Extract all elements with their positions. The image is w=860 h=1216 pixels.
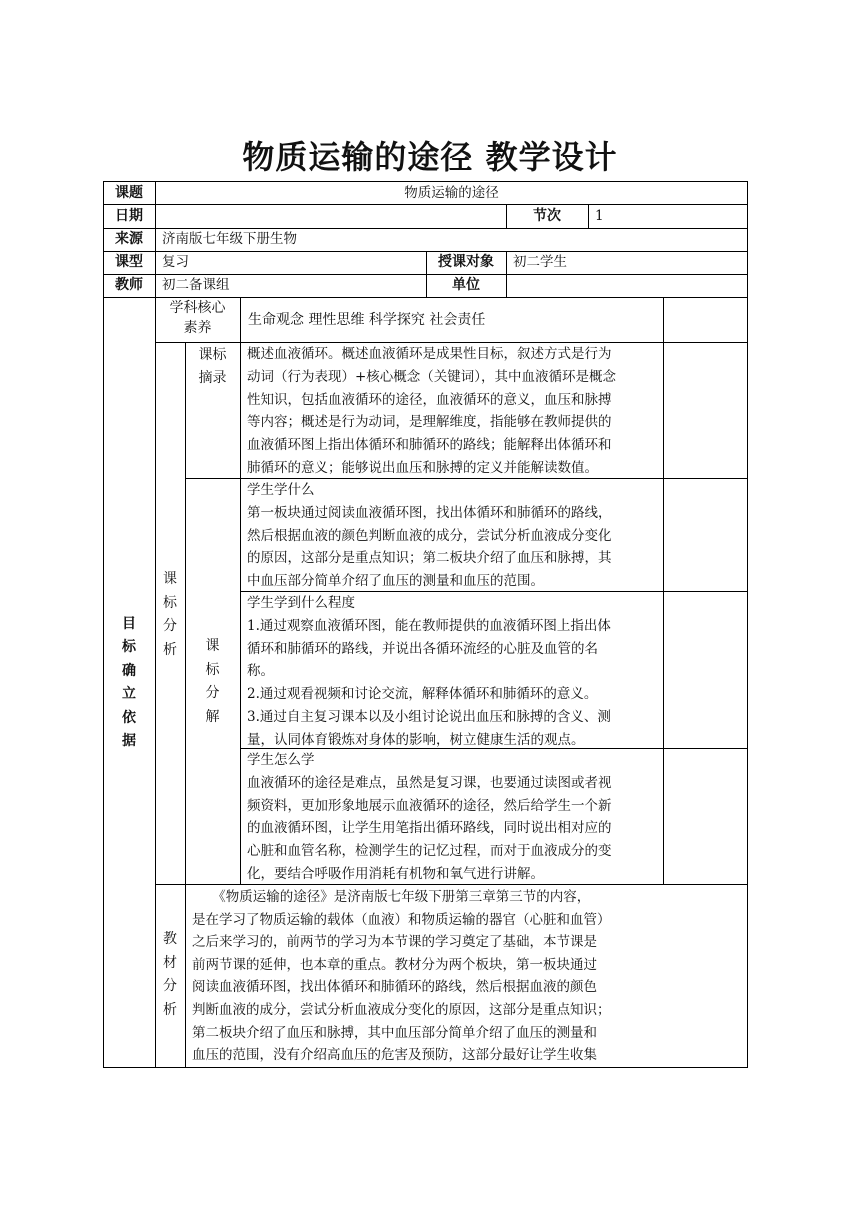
literacy-value: 生命观念 理性思维 科学探究 社会责任 — [248, 312, 486, 328]
excerpt-text: 概述血液循环。概述血液循环是成果性目标，叙述方式是行为 动词（行为表现）+核心概念（关键词），其中血液循环是概念 性知识，包括血液循环的途径，血液循环的意义，血压和脉搏 等内容；概述是行为动词，是理解维度，指能够在教师提供的 血液循环图上指出体循环和肺循环的路线；能解释出体循环和 肺循环的意义；能够说出血压和脉搏的定义并能解读数值。 — [247, 346, 617, 476]
standards-analysis-label: 课 标 分 析 — [163, 571, 177, 658]
divider — [240, 342, 241, 884]
topic-value: 物质运输的途径 — [404, 185, 499, 201]
topic-label: 课题 — [115, 185, 143, 201]
type-value: 复习 — [162, 254, 189, 270]
target-basis-label: 目 标 确 立 依 据 — [122, 616, 136, 750]
divider — [103, 204, 748, 205]
divider — [506, 251, 507, 297]
learn-degree-text: 学生学到什么程度 1.通过观察血液循环图，能在教师提供的血液循环图上指出体 循环和肺循环的路线，并说出各循环流经的心脏及血管的名 称。 2.通过观看视频和讨论交流，解释体循环和肺循环的意义。 3.通过自主复习课本以及小组讨论说出血压和脉搏的含义、测 量，认同体育锻炼对身体的影响，树立健康生活的观点。 — [247, 595, 611, 748]
divider — [240, 297, 241, 342]
audience-value: 初二学生 — [513, 254, 567, 270]
textbook-analysis-label: 教 材 分 析 — [163, 931, 177, 1018]
lesson-no-value: 1 — [595, 208, 604, 224]
audience-label: 授课对象 — [438, 254, 494, 270]
page-title: 物质运输的途径 教学设计 — [242, 138, 618, 176]
teacher-value: 初二备课组 — [162, 277, 230, 293]
decomposition-label: 课 标 分 解 — [205, 638, 220, 725]
literacy-label: 学科核心 素养 — [169, 300, 226, 336]
learn-how-text: 学生怎么学 血液循环的途径是难点，虽然是复习课，也要通过读图或者视 频资料，更加形象地展示血液循环的途径，然后给学生一个新 的血液循环图，让学生用笔指出循环路线，同时说出相对应的 心脏和血管名称，检测学生的记忆过程，而对于血液成分的变 化，要结合呼吸作用消耗有机物和氧气进行讲解。 — [247, 752, 612, 882]
excerpt-label: 课标 摘录 — [198, 347, 227, 386]
source-label: 来源 — [115, 231, 143, 247]
textbook-analysis-text: 《物质运输的途径》是济南版七年级下册第三章第三节的内容， 是在学习了物质运输的载体（血液）和物质运输的器官（心脏和血管） 之后来学习的，前两节的学习为本节课的学习奠定了基础，本节课是 前两节课的延伸，也本章的重点。教材分为两个板块，第一板块通过 阅读血液循环图，找出体循环和肺循环的路线，然后根据血液的颜色 判断血液的成分，尝试分析血液成分变化的原因，这部分是重点知识； 第二板块介绍了血压和脉搏，其中血压部分简单介绍了血压的测量和 血压的范围，没有介绍高血压的危害及预防，这部分最好让学生收集 — [192, 889, 611, 1064]
date-label: 日期 — [115, 208, 143, 224]
divider — [588, 204, 589, 228]
source-value: 济南版七年级下册生物 — [162, 231, 297, 247]
type-label: 课型 — [115, 254, 143, 270]
learn-what-text: 学生学什么 第一板块通过阅读血液循环图，找出体循环和肺循环的路线， 然后根据血液的颜色判断血液的成分，尝试分析血液成分变化 的原因，这部分是重点知识；第二板块介绍了血压和脉搏，其 中血压部分简单介绍了血压的测量和血压的范围。 — [247, 482, 612, 590]
unit-label: 单位 — [452, 277, 480, 293]
lesson-no-label: 节次 — [533, 208, 561, 224]
teacher-label: 教师 — [115, 277, 143, 293]
